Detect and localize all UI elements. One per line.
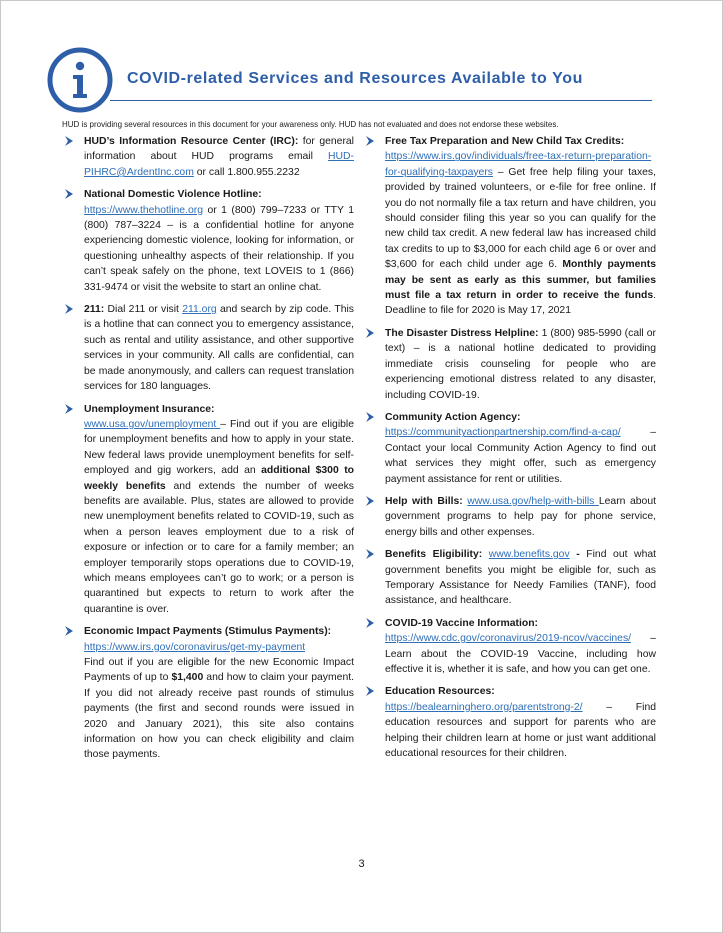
benefits-link[interactable]: www.benefits.gov: [488, 549, 570, 561]
bills-link[interactable]: www.usa.gov/help-with-bills: [467, 495, 599, 507]
item-text: – Get free help filing your taxes, provided by trained volunteers, or e-file for free online. If you do not normally file a tax return and have children, you should consider filing this year so you can qualify for the new child tax credit. A new federal law has increased child tax credits to up to $3,000 for each child age 6 or over and $3,600 for each child under age 6.: [385, 166, 656, 271]
arrow-bullet-icon: [365, 548, 375, 560]
item-text: for general information about HUD programs email: [84, 136, 354, 163]
item-label: Education Resources:: [385, 686, 495, 698]
arrow-bullet-icon: [365, 135, 375, 147]
item-text: or 1 (800) 799–7233 or TTY 1 (800) 787–3224 – is a confidential hotline for anyone experiencing domestic violence, looking for information, or questioning unhealthy aspects of their relationship. If you can’t speak safely on the phone, text LOVEIS to 1 (866) 331-9474 or visit the website to start an online chat.: [84, 204, 354, 293]
item-text: and search by zip code. This is a hotline that can connect you to emergency assistance, such as rental and utility assistance, and other supportive services in your community. All calls are confidential, can be made anonymously, and callers can request translation services for 180 languages.: [84, 304, 354, 393]
item-label: 211:: [84, 304, 105, 316]
arrow-bullet-icon: [64, 188, 74, 200]
item-label: HUD’s Information Resource Center (IRC):: [84, 136, 299, 147]
item-text: Find out what government benefits you might be eligible for, such as Temporary Assistance for Needy Families (TANF), food assistance, and healthcare.: [385, 549, 657, 607]
item-label: Benefits Eligibility:: [385, 549, 483, 561]
arrow-bullet-icon: [365, 685, 375, 697]
item-text: or call 1.800.955.2232: [193, 166, 300, 178]
item-label: Help with Bills:: [385, 495, 463, 507]
list-item-domestic-violence: [64, 187, 354, 295]
item-text: Learn about government programs to help pay for phone service, energy bills and other expenses.: [385, 495, 656, 538]
irc-email-link[interactable]: HUD-PIHRC@ArdentInc.com: [84, 151, 354, 178]
item-text: 1 (800) 985-5990 (call or text) – is a national hotline dedicated to providing immediate crisis counseling for people who are experiencing emotional distress related to any disaster, including COVID-19.: [385, 327, 656, 401]
211-link[interactable]: 211.org: [182, 304, 217, 316]
vaccine-link[interactable]: https://www.cdc.gov/coronavirus/2019-ncov/vaccines/: [385, 633, 632, 645]
info-icon: [46, 46, 114, 114]
right-column: [365, 134, 656, 768]
arrow-bullet-icon: [365, 327, 375, 339]
separator: -: [569, 549, 587, 561]
unemployment-link[interactable]: www.usa.gov/unemployment: [84, 418, 221, 430]
community-action-link[interactable]: https://communityactionpartnership.com/find-a-cap/: [385, 427, 621, 439]
item-label: Unemployment Insurance:: [84, 403, 215, 415]
list-item-211: [64, 302, 354, 394]
item-label: The Disaster Distress Helpline:: [385, 327, 539, 339]
list-item-education: [365, 684, 656, 761]
item-text: and how to claim your payment. If you did not already receive past rounds of stimulus payments (the first and second rounds were issued in 2020 and January 2021), this site also contains information on how you can check eligibility and claim those payments.: [84, 672, 354, 761]
education-link[interactable]: https://bealearninghero.org/parentstrong-2/: [385, 701, 583, 713]
item-text: Find out if you are eligible for the new Economic Impact Payments of up to: [84, 657, 354, 684]
arrow-bullet-icon: [64, 625, 74, 637]
header-rule: [110, 100, 652, 101]
item-text: – Find out if you are eligible for unemployment benefits and how to apply in your state. New federal laws provide unemployment benefits for self-employed and gig workers, add an: [84, 418, 354, 477]
stimulus-link[interactable]: https://www.irs.gov/coronavirus/get-my-payment: [84, 641, 306, 653]
emphasis-text: Monthly payments may be sent as early as this summer, but families must file a tax return in order to receive the funds: [385, 259, 657, 302]
item-text: – Contact your local Community Action Agency to find out what services they might offer, such as emergency payment assistance for rent or utilities.: [385, 427, 656, 485]
item-text: – Find education resources and support for parents who are helping their children learn at home or just want additional educational resources for their children.: [385, 701, 656, 760]
item-label: Free Tax Preparation and New Child Tax Credits:: [385, 136, 625, 147]
list-item-unemployment: [64, 402, 354, 618]
disclaimer: HUD is providing several resources in this document for your awareness only. HUD has not evaluated and does not endorse these websites.: [62, 120, 559, 129]
item-label: National Domestic Violence Hotline:: [84, 189, 262, 201]
item-text: – Learn about the COVID-19 Vaccine, including how effective it is, whether it is safe, and how you can get one.: [385, 633, 656, 675]
left-column: [64, 134, 354, 770]
arrow-bullet-icon: [365, 411, 375, 423]
item-label: Economic Impact Payments (Stimulus Payments):: [84, 626, 332, 638]
page-number: 3: [358, 858, 365, 870]
list-item-community-action: [365, 410, 656, 487]
item-text: and extends the number of weeks benefits are available. Plus, states are allowed to provide new unemployment benefits related to COVID-19, such as when a person leaves employment due to a risk of exposure or infection or to care for a family member; an employer temporarily stops operations due to COVID-19, which means employees can’t go to work; or a person is quarantined but expects to return to work after the quarantine is over.: [84, 480, 354, 615]
list-item-vaccine: [365, 616, 656, 678]
emphasis-text: additional $300 to weekly benefits: [84, 465, 354, 492]
item-label: COVID-19 Vaccine Information:: [385, 617, 539, 629]
list-item-benefits: [365, 547, 656, 609]
arrow-bullet-icon: [365, 495, 375, 507]
arrow-bullet-icon: [64, 303, 74, 315]
arrow-bullet-icon: [64, 403, 74, 415]
tax-link[interactable]: https://www.irs.gov/individuals/free-tax-return-preparation-for-qualifying-taxpayers: [385, 151, 652, 178]
list-item-stimulus: [64, 624, 354, 763]
item-text: . Deadline to file for 2020 is May 17, 2021: [385, 290, 656, 317]
hotline-link[interactable]: https://www.thehotline.org: [84, 204, 203, 216]
page-title: COVID-related Services and Resources Available to You: [127, 70, 583, 87]
arrow-bullet-icon: [64, 135, 74, 147]
arrow-bullet-icon: [365, 617, 375, 629]
list-item-tax: [365, 134, 656, 319]
list-item-disaster-helpline: [365, 326, 656, 403]
emphasis-text: $1,400: [171, 672, 204, 684]
list-item-irc: [64, 134, 354, 180]
item-text: Dial 211 or visit: [104, 304, 183, 316]
list-item-bills: [365, 494, 656, 540]
item-label: Community Action Agency:: [385, 411, 521, 423]
